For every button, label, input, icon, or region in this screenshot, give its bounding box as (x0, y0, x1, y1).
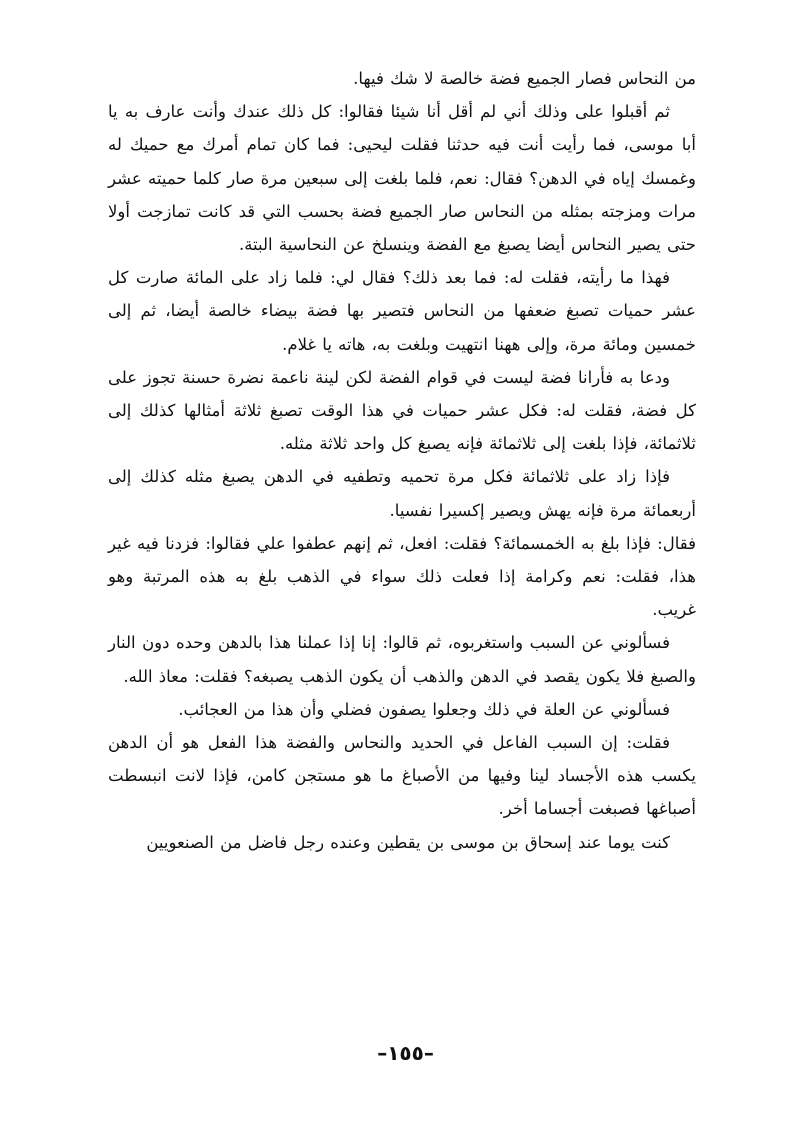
paragraph-7: فسألوني عن السبب واستغربوه، ثم قالوا: إنا إذا عملنا هذا بالدهن وحده دون النار والصبغ فلا يكون يقصد في الدهن والذهب أن يكون الذهب يصبغه؟ فقلت: معاذ الله. (108, 633, 696, 686)
paragraph-9: فقلت: إن السبب الفاعل في الحديد والنحاس والفضة هذا الفعل هو أن الدهن يكسب هذه الأجساد لينا وفيها من الأصباغ ما هو مستجن كامن، فإذا لانت انبسطت أصباغها فصبغت أجساما أخر. (108, 733, 696, 819)
paragraph-8: فسألوني عن العلة في ذلك وجعلوا يصفون فضلي وأن هذا من العجائب. (178, 699, 670, 719)
paragraph-4: ودعا به فأرانا فضة ليست في قوام الفضة لكن لينة ناعمة نضرة حسنة تجوز على كل فضة، فقلت له: فكل عشر حميات في هذا الوقت تصبغ ثلاثة أمثالها كذلك إلى ثلاثمائة، فإذا بلغت إلى ثلاثمائة فإنه يصبغ كل واحد ثلاثة مثله. (108, 367, 696, 454)
paragraph-2: ثم أقبلوا على وذلك أني لم أقل أنا شيئا فقالوا: كل ذلك عندك وأنت عارف به يا أبا موسى، فما رأيت أنت فيه حدثنا فقلت ليحيى: فما كان تمام أمرك مع حميك له وغمسك إياه في الدهن؟ فقال: نعم، فلما بلغت إلى سبعين مرة صار كلما حميته عشر مرات ومزجته بمثله من النحاس صار الجميع فضة بحسب التي قد كانت تمازجت أولا حتى يصير النحاس أيضا يصبغ مع الفضة وينسلخ عن النحاسية البتة. (108, 102, 696, 255)
paragraph-5: فإذا زاد على ثلاثمائة فكل مرة تحميه وتطفيه في الدهن يصبغ مثله كذلك إلى أربعمائة مرة فإنه يهش ويصير إكسيرا نفسيا. (108, 467, 696, 520)
body-text (108, 62, 696, 859)
paragraph-3: فهذا ما رأيته، فقلت له: فما بعد ذلك؟ فقال لي: فلما زاد على المائة صارت كل عشر حميات تصبغ ضعفها من النحاس فتصير بها فضة بيضاء خالصة أيضا، ثم إلى خمسين ومائة مرة، وإلى ههنا انتهيت وبلغت به، هاته يا غلام. (108, 268, 696, 354)
paragraph-1: من النحاس فصار الجميع فضة خالصة لا شك فيها. (353, 69, 696, 88)
paragraph-10: كنت يوما عند إسحاق بن موسى بن يقطين وعنده رجل فاضل من الصنعويين (146, 832, 670, 852)
page-number: –١٥٥– (377, 1041, 434, 1065)
paragraph-6: فقال: فإذا بلغ به الخمسمائة؟ فقلت: افعل، ثم إنهم عطفوا علي فقالوا: فزدنا فيه غير هذا، فقلت: نعم وكرامة إذا فعلت ذلك سواء في الذهب بلغ به هذه المرتبة وهو غريب. (108, 533, 696, 620)
